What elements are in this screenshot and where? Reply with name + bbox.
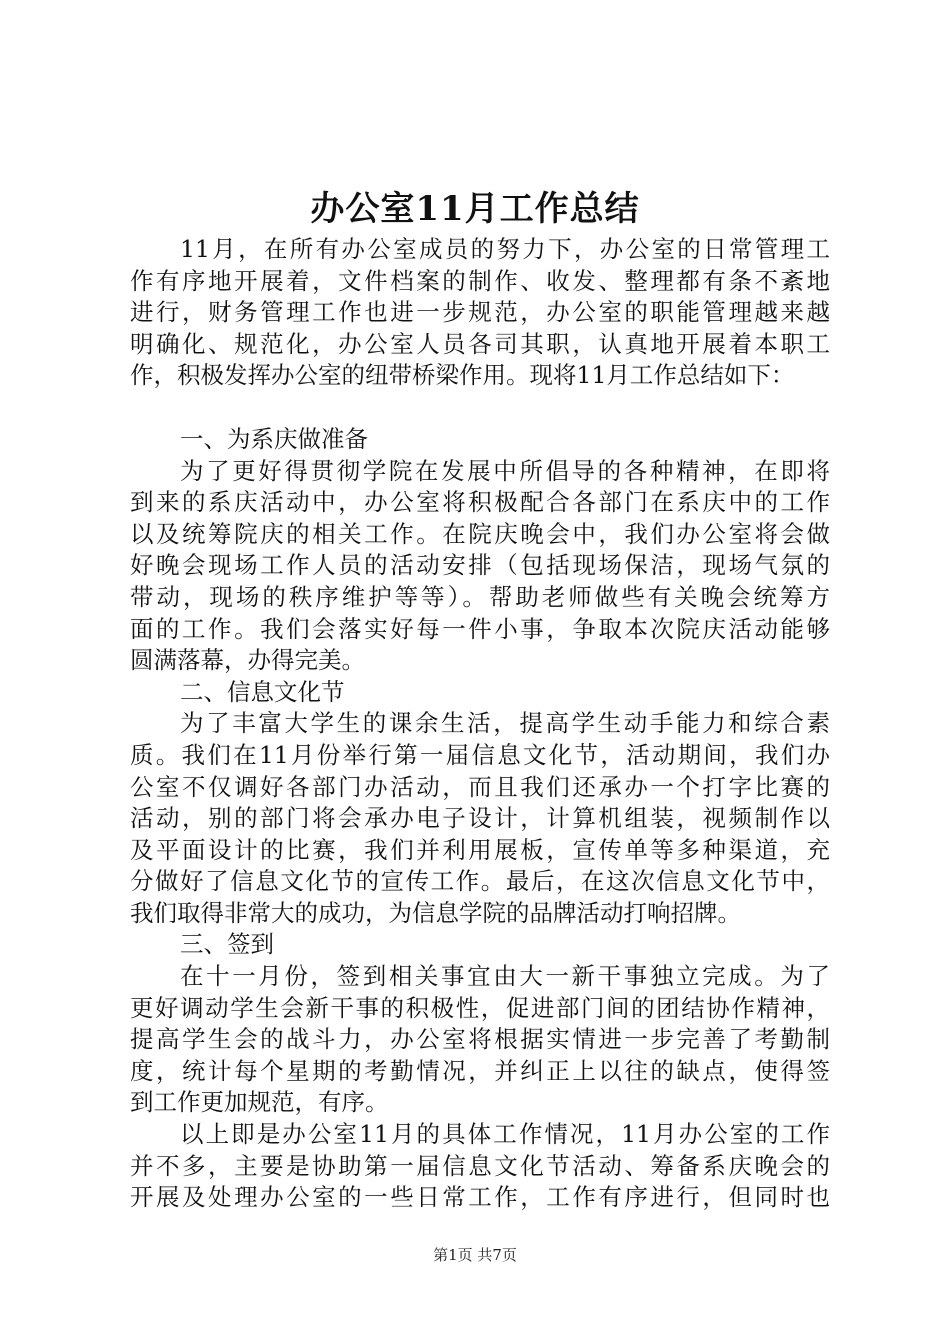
section-1-line-1: 为了更好得贯彻学院在发展中所倡导的各种精神，在即将 — [180, 456, 830, 485]
section-2-line-5: 及平面设计的比赛，我们并利用展板，宣传单等多种渠道，充 — [130, 835, 830, 864]
section-3-line-2: 更好调动学生会新干事的积极性，促进部门间的团结协作精神， — [130, 993, 830, 1022]
intro-line-3: 进行，财务管理工作也进一步规范，办公室的职能管理越来越 — [130, 298, 830, 327]
section-2-line-3: 公室不仅调好各部门办活动，而且我们还承办一个打字比赛的 — [130, 772, 830, 801]
page-number: 第1页 共7页 — [433, 1246, 517, 1264]
intro-line-5: 作，积极发挥办公室的纽带桥梁作用。现将11月工作总结如下： — [130, 361, 795, 390]
section-1-line-3: 以及统筹院庆的相关工作。在院庆晚会中，我们办公室将会做 — [130, 519, 830, 548]
section-heading-1: 一、为系庆做准备 — [180, 424, 368, 453]
section-1-line-4: 好晚会现场工作人员的活动安排（包括现场保洁，现场气氛的 — [130, 551, 830, 580]
section-1-line-7: 圆满落幕，办得完美。 — [130, 646, 365, 675]
section-2-line-6: 分做好了信息文化节的宣传工作。最后，在这次信息文化节中， — [130, 867, 830, 896]
section-2-line-2: 质。我们在11月份举行第一届信息文化节，活动期间，我们办 — [130, 740, 830, 769]
section-1-line-6: 面的工作。我们会落实好每一件小事，争取本次院庆活动能够 — [130, 614, 830, 643]
section-2-line-1: 为了丰富大学生的课余生活，提高学生动手能力和综合素 — [180, 709, 830, 738]
section-3-line-3: 提高学生会的战斗力，办公室将根据实情进一步完善了考勤制 — [130, 1025, 830, 1054]
section-heading-3: 三、签到 — [180, 930, 274, 959]
document-body — [130, 234, 830, 1214]
section-1-line-5: 带动，现场的秩序维护等等）。帮助老师做些有关晚会统筹方 — [130, 582, 830, 611]
summary-line-2: 并不多，主要是协助第一届信息文化节活动、筹备系庆晚会的 — [130, 1151, 830, 1180]
blank-line — [130, 392, 830, 424]
section-1-line-2: 到来的系庆活动中，办公室将积极配合各部门在系庆中的工作 — [130, 488, 830, 517]
section-heading-2: 二、信息文化节 — [180, 677, 345, 706]
summary-line-1: 以上即是办公室11月的具体工作情况，11月办公室的工作 — [180, 1120, 830, 1149]
summary-line-3: 开展及处理办公室的一些日常工作，工作有序进行，但同时也 — [130, 1183, 830, 1212]
intro-line-2: 作有序地开展着，文件档案的制作、收发、整理都有条不紊地 — [130, 266, 830, 295]
intro-line-4: 明确化、规范化，办公室人员各司其职，认真地开展着本职工 — [130, 329, 830, 358]
section-2-line-7: 我们取得非常大的成功，为信息学院的品牌活动打响招牌。 — [130, 898, 741, 927]
section-3-line-1: 在十一月份，签到相关事宜由大一新干事独立完成。为了 — [180, 962, 830, 991]
section-3-line-5: 到工作更加规范，有序。 — [130, 1088, 389, 1117]
section-3-line-4: 度，统计每个星期的考勤情况，并纠正上以往的缺点，使得签 — [130, 1056, 830, 1085]
section-2-line-4: 活动，别的部门将会承办电子设计，计算机组装，视频制作以 — [130, 804, 830, 833]
document-title: 办公室11月工作总结 — [310, 189, 640, 229]
intro-line-1: 11月，在所有办公室成员的努力下，办公室的日常管理工 — [180, 235, 830, 263]
